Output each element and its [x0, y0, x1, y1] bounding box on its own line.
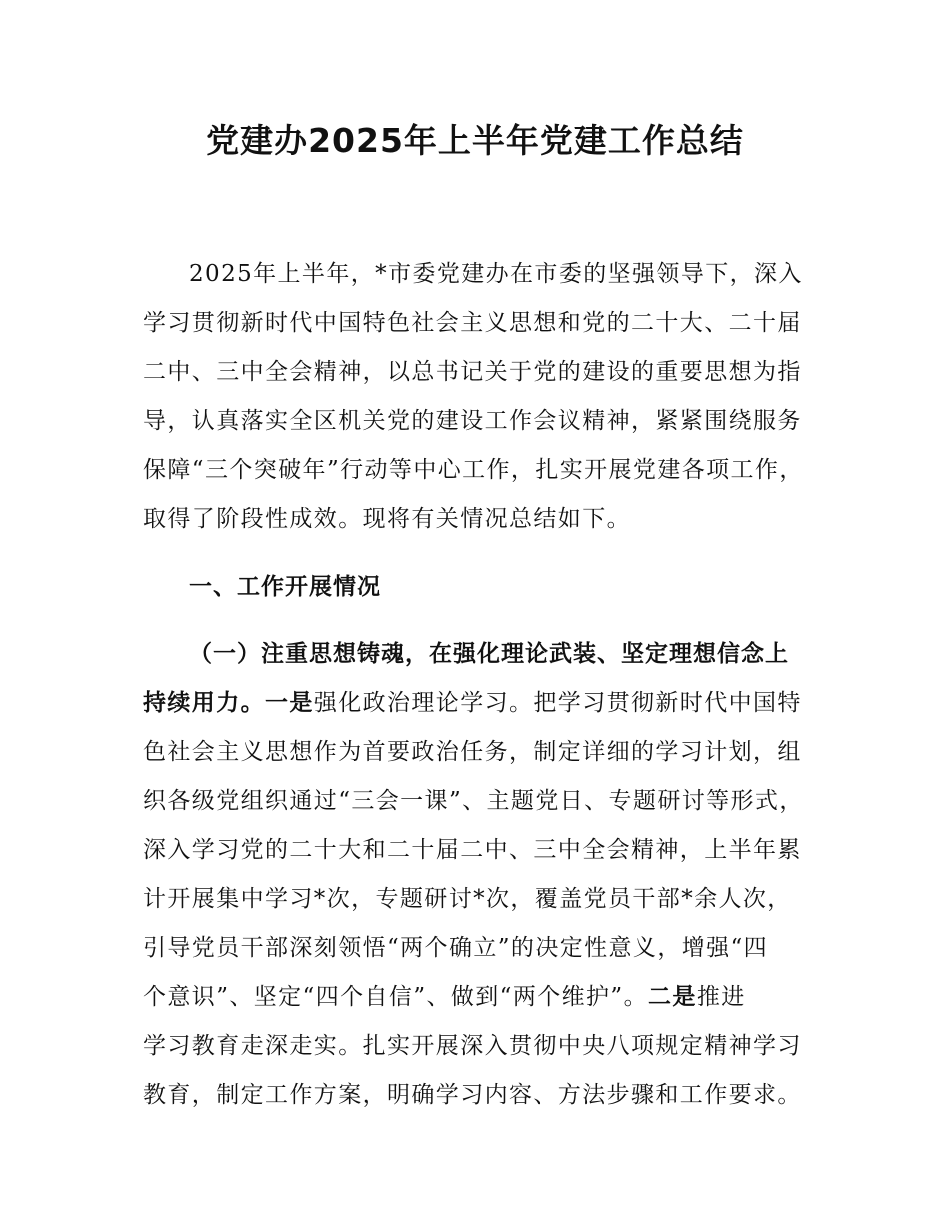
intro-line: 2025年上半年，*市委党建办在市委的坚强领导下，深入: [189, 261, 803, 287]
intro-line: 学习贯彻新时代中国特色社会主义思想和党的二十大、二十届: [143, 310, 802, 336]
document-title: 党建办2025年上半年党建工作总结: [206, 121, 744, 160]
body-line: [143, 683, 833, 723]
body-text: 个意识”、坚定“四个自信”、做到“两个维护”。: [143, 984, 648, 1010]
section-heading: 一、工作开展情况: [189, 574, 381, 600]
intro-line: 保障“三个突破年”行动等中心工作，扎实开展党建各项工作，: [143, 457, 804, 483]
intro-line: 二中、三中全会精神，以总书记关于党的建设的重要思想为指: [143, 359, 802, 385]
intro-line: 取得了阶段性成效。现将有关情况总结如下。: [143, 506, 631, 532]
body-line: [143, 977, 833, 1017]
body-line: 学习教育走深走实。扎实开展深入贯彻中央八项规定精神学习: [143, 1033, 802, 1059]
body-line: 教育，制定工作方案，明确学习内容、方法步骤和工作要求。: [143, 1082, 802, 1108]
body-line: 织各级党组织通过“三会一课”、主题党日、专题研讨等形式，: [143, 788, 804, 814]
point-label: 一是: [265, 690, 314, 716]
intro-line: 导，认真落实全区机关党的建设工作会议精神，紧紧围绕服务: [143, 408, 802, 434]
body-line: 引导党员干部深刻领悟“两个确立”的决定性意义，增强“四: [143, 935, 769, 961]
body-text: 推进: [696, 984, 746, 1010]
point-label: 二是: [648, 984, 697, 1010]
subsection-heading: （一）注重思想铸魂，在强化理论武装、坚定理想信念上: [189, 641, 789, 667]
subsection-heading-end: 持续用力。: [143, 690, 265, 716]
body-text: 强化政治理论学习。把学习贯彻新时代中国特: [313, 690, 802, 716]
body-line: 计开展集中学习*次，专题研讨*次，覆盖党员干部*余人次，: [143, 886, 792, 912]
body-line: 深入学习党的二十大和二十届二中、三中全会精神，上半年累: [143, 837, 802, 863]
body-line: 色社会主义思想作为首要政治任务，制定详细的学习计划，组: [143, 739, 802, 765]
